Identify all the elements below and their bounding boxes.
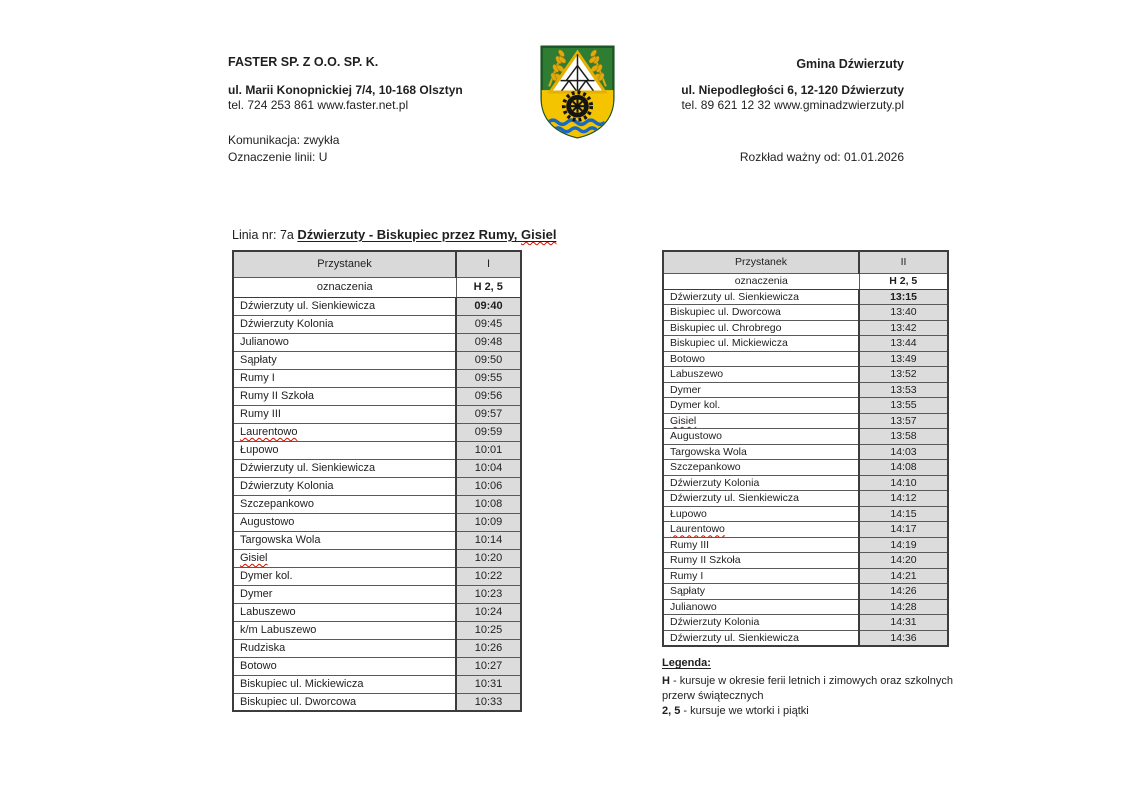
marks-label: oznaczenia (663, 273, 859, 289)
table-row (233, 639, 521, 657)
stop-name-cell (233, 603, 456, 621)
table-row (663, 305, 948, 321)
stop-name-cell (663, 568, 859, 584)
stop-name-cell (233, 495, 456, 513)
stop-name-cell (233, 585, 456, 603)
gmina-dzwierzuty-coat-of-arms-icon (535, 42, 620, 142)
stop-name-cell (233, 513, 456, 531)
legend-items (662, 674, 984, 719)
stop-name-cell (233, 351, 456, 369)
departure-time-cell: 14:15 (859, 506, 948, 522)
stop-name-cell (663, 584, 859, 600)
stop-name-cell (663, 630, 859, 646)
table-row (663, 599, 948, 615)
table-row (233, 693, 521, 711)
departure-time-cell: 14:36 (859, 630, 948, 646)
stop-name: Rumy II Szkoła (670, 554, 741, 567)
route-name-last-word: Gisiel (521, 227, 557, 242)
departure-time-cell: 09:48 (456, 333, 521, 351)
table-row (663, 568, 948, 584)
legend-item (662, 704, 984, 719)
departure-time-cell: 10:14 (456, 531, 521, 549)
operator-info (228, 55, 463, 165)
departure-time-cell: 14:19 (859, 537, 948, 553)
table-row (233, 675, 521, 693)
stop-name: Laurentowo (670, 523, 725, 536)
stop-name-cell (663, 491, 859, 507)
stop-name-cell (233, 369, 456, 387)
departure-time-cell: 13:49 (859, 351, 948, 367)
stop-name: Łupowo (240, 444, 279, 456)
table-row (233, 423, 521, 441)
stop-name: Rumy III (240, 408, 281, 420)
stop-name-cell (233, 567, 456, 585)
stop-name-cell (663, 305, 859, 321)
stop-name: Sąpłaty (240, 354, 277, 366)
departure-time-cell: 13:15 (859, 289, 948, 305)
stop-name-cell (233, 459, 456, 477)
stop-name-cell (233, 423, 456, 441)
municipality-info (681, 57, 904, 165)
legend-item-key: H (662, 675, 670, 687)
stop-name-cell (233, 657, 456, 675)
line-number-label: Linia nr: 7a (232, 228, 298, 242)
stop-name: Łupowo (670, 507, 707, 520)
stop-name-cell (233, 531, 456, 549)
departure-time-cell: 10:08 (456, 495, 521, 513)
stop-name: Sąpłaty (670, 585, 706, 598)
stop-name: Biskupiec ul. Mickiewicza (670, 337, 788, 350)
departure-time-cell: 10:33 (456, 693, 521, 711)
table-row (233, 495, 521, 513)
stop-name-cell (663, 382, 859, 398)
stop-name: Botowo (240, 660, 277, 672)
table-row (233, 567, 521, 585)
table-row (233, 315, 521, 333)
stop-name: Dźwierzuty Kolonia (670, 616, 760, 629)
departure-time-cell: 09:59 (456, 423, 521, 441)
table-row (663, 429, 948, 445)
stop-name-cell (233, 549, 456, 567)
legend (662, 656, 984, 719)
stop-name-cell (233, 387, 456, 405)
stop-name: Dźwierzuty Kolonia (240, 318, 334, 330)
table-row (663, 522, 948, 538)
timetable-grid (662, 250, 949, 647)
departure-time-cell: 13:40 (859, 305, 948, 321)
table-row (233, 387, 521, 405)
table-row (663, 398, 948, 414)
stop-name: Dźwierzuty Kolonia (240, 480, 334, 492)
stop-name-cell (663, 522, 859, 538)
stop-name: Rumy I (240, 372, 275, 384)
table-row (663, 444, 948, 460)
departure-time-cell: 10:06 (456, 477, 521, 495)
stop-name-cell (663, 475, 859, 491)
stop-name-cell (663, 398, 859, 414)
stop-name-cell (663, 351, 859, 367)
stop-name-cell (233, 477, 456, 495)
stop-name-cell (663, 553, 859, 569)
stop-name-cell (663, 429, 859, 445)
table-row (663, 475, 948, 491)
stop-name: Szczepankowo (240, 498, 314, 510)
stop-name-cell (233, 297, 456, 315)
stop-name-cell (663, 367, 859, 383)
departure-time-cell: 09:45 (456, 315, 521, 333)
stop-name: Laurentowo (240, 426, 298, 438)
valid-from-date: Rozkład ważny od: 01.01.2026 (739, 150, 904, 164)
table-row (663, 630, 948, 646)
marks-value: H 2, 5 (456, 277, 521, 297)
stop-name: Rumy II Szkoła (240, 390, 314, 402)
table-row (663, 506, 948, 522)
legend-item (662, 674, 984, 704)
table-row (233, 657, 521, 675)
table-row (233, 369, 521, 387)
route-name: Dźwierzuty - Biskupiec przez Rumy, Gisiel (297, 227, 557, 242)
stop-name: Rudziska (240, 642, 286, 654)
stop-name: k/m Labuszewo (240, 624, 317, 636)
stop-name: Dźwierzuty Kolonia (670, 476, 760, 489)
departure-time-cell: 14:26 (859, 584, 948, 600)
stop-name: Biskupiec ul. Dworcowa (240, 695, 357, 708)
departure-time-cell: 09:50 (456, 351, 521, 369)
table-row (233, 459, 521, 477)
stop-name: Rumy I (670, 569, 704, 582)
table-row (663, 382, 948, 398)
stop-name-cell (663, 599, 859, 615)
table-row (233, 603, 521, 621)
departure-time-cell: 09:55 (456, 369, 521, 387)
departure-time-cell: 09:40 (456, 297, 521, 315)
stop-name-cell (663, 506, 859, 522)
municipality-name: Gmina Dźwierzuty (796, 57, 904, 71)
table-row (233, 531, 521, 549)
stop-name-cell (233, 693, 456, 711)
legend-item-key: 2, 5 (662, 705, 681, 717)
departure-time-cell: 14:12 (859, 491, 948, 507)
stop-name-cell (663, 336, 859, 352)
stop-name: Dźwierzuty ul. Sienkiewicza (670, 631, 799, 644)
stop-name-cell (233, 405, 456, 423)
table-row (233, 513, 521, 531)
course-number-header: II (859, 251, 948, 273)
stop-name: Gisiel (670, 414, 697, 427)
stop-name-cell (233, 639, 456, 657)
departure-time-cell: 10:20 (456, 549, 521, 567)
municipality-address: ul. Niepodległości 6, 12-120 Dźwierzuty (681, 83, 904, 97)
stop-name-cell (663, 289, 859, 305)
table-row (233, 405, 521, 423)
timetable-course-1 (232, 250, 522, 712)
departure-time-cell: 14:08 (859, 460, 948, 476)
stop-column-header: Przystanek (663, 251, 859, 273)
stop-name-cell (663, 615, 859, 631)
table-row (663, 537, 948, 553)
communication-type: Komunikacja: zwykła (228, 133, 340, 147)
stop-name: Targowska Wola (240, 534, 321, 546)
legend-item-text: - kursuje w okresie ferii letnich i zimowych oraz szkolnych przerw świątecznych (662, 675, 953, 702)
departure-time-cell: 10:31 (456, 675, 521, 693)
departure-time-cell: 14:28 (859, 599, 948, 615)
municipality-contact: tel. 89 621 12 32 www.gminadzwierzuty.pl (681, 98, 904, 112)
departure-time-cell: 10:04 (456, 459, 521, 477)
table-row (663, 460, 948, 476)
table-row (663, 553, 948, 569)
departure-time-cell: 13:44 (859, 336, 948, 352)
departure-time-cell: 10:24 (456, 603, 521, 621)
table-row (663, 491, 948, 507)
stop-name-cell (233, 333, 456, 351)
stop-name: Dźwierzuty ul. Sienkiewicza (240, 462, 376, 474)
table-row (233, 441, 521, 459)
stop-name: Augustowo (240, 516, 295, 528)
stop-name: Dymer kol. (670, 399, 721, 412)
departure-time-cell: 14:31 (859, 615, 948, 631)
course-number-header: I (456, 251, 521, 277)
departure-time-cell: 13:53 (859, 382, 948, 398)
table-row (663, 336, 948, 352)
departure-time-cell: 14:20 (859, 553, 948, 569)
table-row (233, 297, 521, 315)
stop-name: Dymer (240, 588, 273, 600)
route-title (232, 227, 556, 242)
departure-time-cell: 10:27 (456, 657, 521, 675)
departure-time-cell: 09:56 (456, 387, 521, 405)
legend-item-text: - kursuje we wtorki i piątki (680, 705, 809, 717)
departure-time-cell: 10:22 (456, 567, 521, 585)
stop-name: Biskupiec ul. Chrobrego (670, 321, 782, 334)
stop-name: Targowska Wola (670, 445, 747, 458)
departure-time-cell: 14:21 (859, 568, 948, 584)
stop-name: Dźwierzuty ul. Sienkiewicza (670, 492, 799, 505)
marks-value: H 2, 5 (859, 273, 948, 289)
operator-address: ul. Marii Konopnickiej 7/4, 10-168 Olsztyn (228, 83, 463, 97)
departure-time-cell: 10:01 (456, 441, 521, 459)
stop-name: Augustowo (670, 430, 722, 443)
line-designation: Oznaczenie linii: U (228, 150, 328, 164)
marks-label: oznaczenia (233, 277, 456, 297)
stop-name: Dymer kol. (240, 570, 293, 582)
stop-name-cell (663, 320, 859, 336)
stop-name: Dźwierzuty ul. Sienkiewicza (670, 290, 799, 303)
stop-name: Labuszewo (240, 606, 296, 618)
legend-title: Legenda: (662, 657, 711, 669)
table-row (233, 477, 521, 495)
stop-name: Gisiel (240, 552, 268, 564)
table-row (663, 351, 948, 367)
stop-name-cell (663, 537, 859, 553)
timetable-course-2 (662, 250, 949, 647)
stop-name: Biskupiec ul. Dworcowa (670, 306, 781, 319)
departure-time-cell: 10:26 (456, 639, 521, 657)
departure-time-cell: 13:55 (859, 398, 948, 414)
departure-time-cell: 13:58 (859, 429, 948, 445)
departure-time-cell: 14:03 (859, 444, 948, 460)
departure-time-cell: 10:09 (456, 513, 521, 531)
stop-name: Dymer (670, 383, 701, 396)
timetable-grid (232, 250, 522, 712)
stop-name-cell (233, 315, 456, 333)
operator-name: FASTER SP. Z O.O. SP. K. (228, 55, 379, 69)
stop-name-cell (233, 441, 456, 459)
departure-time-cell: 09:57 (456, 405, 521, 423)
table-row (233, 549, 521, 567)
departure-time-cell: 10:25 (456, 621, 521, 639)
stop-name: Labuszewo (670, 368, 724, 381)
departure-time-cell: 13:57 (859, 413, 948, 429)
stop-name: Szczepankowo (670, 461, 741, 474)
table-row (663, 320, 948, 336)
stop-name: Botowo (670, 352, 706, 365)
table-row (663, 413, 948, 429)
operator-contact: tel. 724 253 861 www.faster.net.pl (228, 98, 409, 112)
table-row (663, 289, 948, 305)
table-row (663, 584, 948, 600)
table-row (233, 585, 521, 603)
table-row (663, 615, 948, 631)
stop-name: Dźwierzuty ul. Sienkiewicza (240, 300, 376, 312)
stop-name: Julianowo (240, 336, 289, 348)
stop-name-cell (233, 675, 456, 693)
stop-name-cell (663, 444, 859, 460)
table-row (233, 333, 521, 351)
departure-time-cell: 13:42 (859, 320, 948, 336)
stop-column-header: Przystanek (233, 251, 456, 277)
departure-time-cell: 10:23 (456, 585, 521, 603)
stop-name-cell (663, 460, 859, 476)
departure-time-cell: 14:10 (859, 475, 948, 491)
table-row (663, 367, 948, 383)
stop-name: Julianowo (670, 600, 717, 613)
stop-name: Biskupiec ul. Mickiewicza (240, 678, 364, 690)
stop-name: Rumy III (670, 538, 710, 551)
table-row (233, 621, 521, 639)
departure-time-cell: 14:17 (859, 522, 948, 538)
table-row (233, 351, 521, 369)
departure-time-cell: 13:52 (859, 367, 948, 383)
stop-name-cell (663, 413, 859, 429)
stop-name-cell (233, 621, 456, 639)
